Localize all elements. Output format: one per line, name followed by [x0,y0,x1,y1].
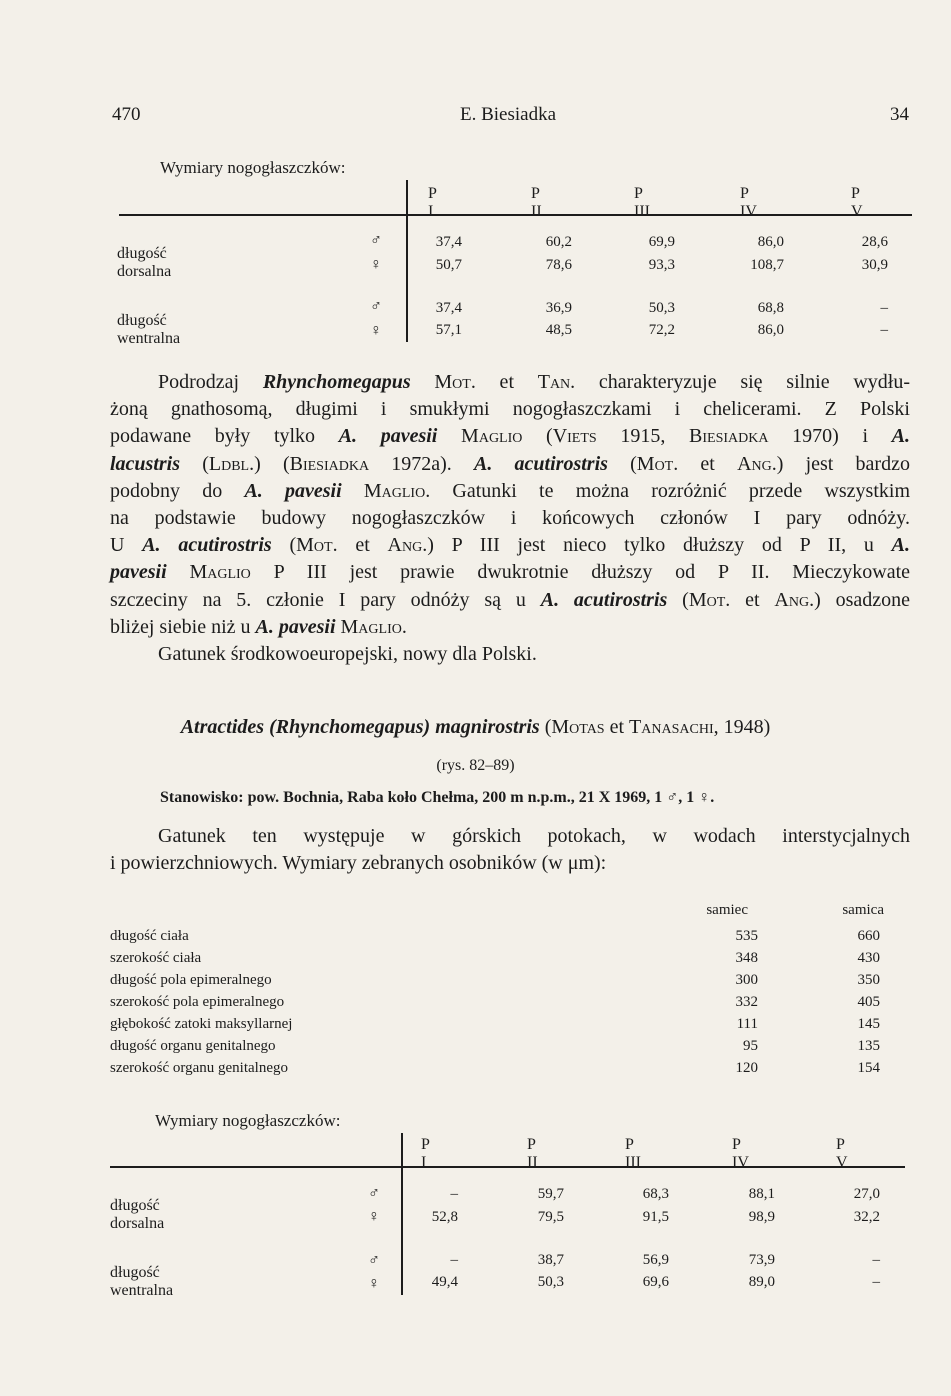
body-paragraph-1 [110,369,910,668]
table1-cell: 50,3 [648,300,675,316]
female-sign: ♀ [368,1275,380,1292]
table1-cell: – [880,300,888,316]
table1-cell: 86,0 [757,234,784,250]
table2-header-p4: P IV [732,1136,749,1171]
measurements-header [110,902,890,924]
table1-cell: 68,8 [757,300,784,316]
table2-cell: 89,0 [748,1274,775,1290]
table1-cell: 78,6 [545,257,572,273]
table2-cell: – [872,1274,880,1290]
col-male: samiec [706,902,748,918]
text-line: i powierzchniowych. Wymiary zebranych osobników (w μm): [110,852,607,875]
text-line: lacustris (Ldbl.) (Biesiadka 1972a). A. acutirostris (Mot. et Ang.) jest bardzo [110,452,910,475]
table2-cell: 69,6 [642,1274,669,1290]
table1-cell: 72,2 [648,322,675,338]
table1-cell: 69,9 [648,234,675,250]
table2-header-p2: P II [527,1136,538,1171]
table1-cell: 37,4 [435,234,462,250]
table2-cell: 98,9 [748,1209,775,1225]
table2-cell: 79,5 [537,1209,564,1225]
female-sign: ♀ [368,1208,380,1225]
running-author: E. Biesiadka [460,104,557,125]
table1-cell: 60,2 [545,234,572,250]
table1-cell: 93,3 [648,257,675,273]
table1-cell: 57,1 [435,322,462,338]
table2-cell: 68,3 [642,1186,669,1202]
table1-cell: 36,9 [545,300,572,316]
table1-header-p3: P III [634,185,650,220]
table2-cell: 59,7 [537,1186,564,1202]
text-line: żoną gnathosomą, długimi i smukłymi nogogłaszczkami i chelicerami. Z Polski [110,398,910,421]
body-paragraph-2 [110,823,910,877]
table1-cell: 48,5 [545,322,572,338]
table2-header-p5: P V [836,1136,848,1171]
page-number: 470 [112,104,141,125]
table1-cell: – [880,322,888,338]
table1-cell: 50,7 [435,257,462,273]
text-line: Gatunek środkowoeuropejski, nowy dla Polski. [158,643,537,666]
issue-number: 34 [890,104,909,125]
table1-row-label: długość wentralna [117,312,181,347]
table-row: długość organu genitalnego 95 135 [110,1038,880,1054]
table1-cell: 37,4 [435,300,462,316]
table2-cell: 49,4 [431,1274,458,1290]
female-sign: ♀ [370,322,382,339]
table-row: długość pola epimeralnego 300 350 [110,972,880,988]
male-sign: ♂ [368,1185,380,1202]
table-row: głębokość zatoki maksyllarnej 111 145 [110,1016,880,1032]
table1-rule [119,214,912,216]
table1-cell: 108,7 [750,257,784,273]
table2-cell: – [450,1186,458,1202]
table2-cell: – [872,1252,880,1268]
figure-reference: (rys. 82–89) [436,757,515,774]
table2-row-label: długość dorsalna [110,1197,165,1232]
text-line: szczeciny na 5. członie I pary odnóży są u A. acutirostris (Mot. et Ang.) osadzone [110,588,911,611]
table-row: szerokość pola epimeralnego 332 405 [110,994,880,1010]
table2-cell: 38,7 [537,1252,564,1268]
table2-cell: 52,8 [431,1209,458,1225]
species-heading: Atractides (Rhynchomegapus) magnirostris (Motas et Tanasachi, 1948) [180,716,771,738]
table-row: szerokość organu genitalnego 120 154 [110,1060,880,1076]
table1-caption: Wymiary nogogłaszczków: [160,158,346,177]
table1-row-label: długość dorsalna [117,245,172,280]
table1-header-p4: P IV [740,185,757,220]
text-line: na podstawie budowy nogogłaszczków i końcowych członów I pary odnóży. [110,507,910,530]
text-line: bliżej siebie niż u A. pavesii Maglio. [110,615,407,638]
table-row: długość ciała 535 660 [110,928,880,944]
table2-cell: – [450,1252,458,1268]
text-line: Podrodzaj Rhynchomegapus Mot. et Tan. charakteryzuje się silnie wydłu- [158,371,911,393]
male-sign: ♂ [370,298,382,315]
table2-cell: 50,3 [537,1274,564,1290]
table1-cell: 28,6 [861,234,888,250]
table2-caption: Wymiary nogogłaszczków: [155,1111,341,1130]
table2-rule [110,1166,905,1168]
text-line: podawane były tylko A. pavesii Maglio (Viets 1915, Biesiadka 1970) i A. [110,425,911,448]
table2-cell: 73,9 [748,1252,775,1268]
male-sign: ♂ [368,1252,380,1269]
table2-row-label: długość wentralna [110,1264,174,1299]
text-line: Gatunek ten występuje w górskich potokach, w wodach interstycjalnych [158,825,910,847]
male-sign: ♂ [370,232,382,249]
table1-header-p1: P I [428,185,437,220]
text-line: podobny do A. pavesii Maglio. Gatunki te można rozróżnić przede wszystkim [110,479,910,502]
table2-cell: 27,0 [853,1186,880,1202]
col-female: samica [842,902,884,918]
table-row: szerokość ciała 348 430 [110,950,880,966]
female-sign: ♀ [370,256,382,273]
table1-cell: 86,0 [757,322,784,338]
locality: Stanowisko: pow. Bochnia, Raba koło Chełma, 200 m n.p.m., 21 X 1969, 1 ♂, 1 ♀. [160,789,715,806]
table2-cell: 91,5 [642,1209,669,1225]
table1-cell: 30,9 [861,257,888,273]
table1-header-p2: P II [531,185,542,220]
table2-cell: 32,2 [853,1209,880,1225]
table2-cell: 56,9 [642,1252,669,1268]
table2-cell: 88,1 [748,1186,775,1202]
text-line: U A. acutirostris (Mot. et Ang.) P III jest nieco tylko dłuższy od P II, u A. [110,534,910,557]
text-line: pavesii Maglio P III jest prawie dwukrotnie dłuższy od P II. Mieczykowate [110,561,910,584]
species-authors: (Motas et Tanasachi, 1948) [544,716,771,738]
table2-header-p1: P I [421,1136,430,1171]
table2-header-p3: P III [625,1136,641,1171]
table1-header-p5: P V [851,185,863,220]
